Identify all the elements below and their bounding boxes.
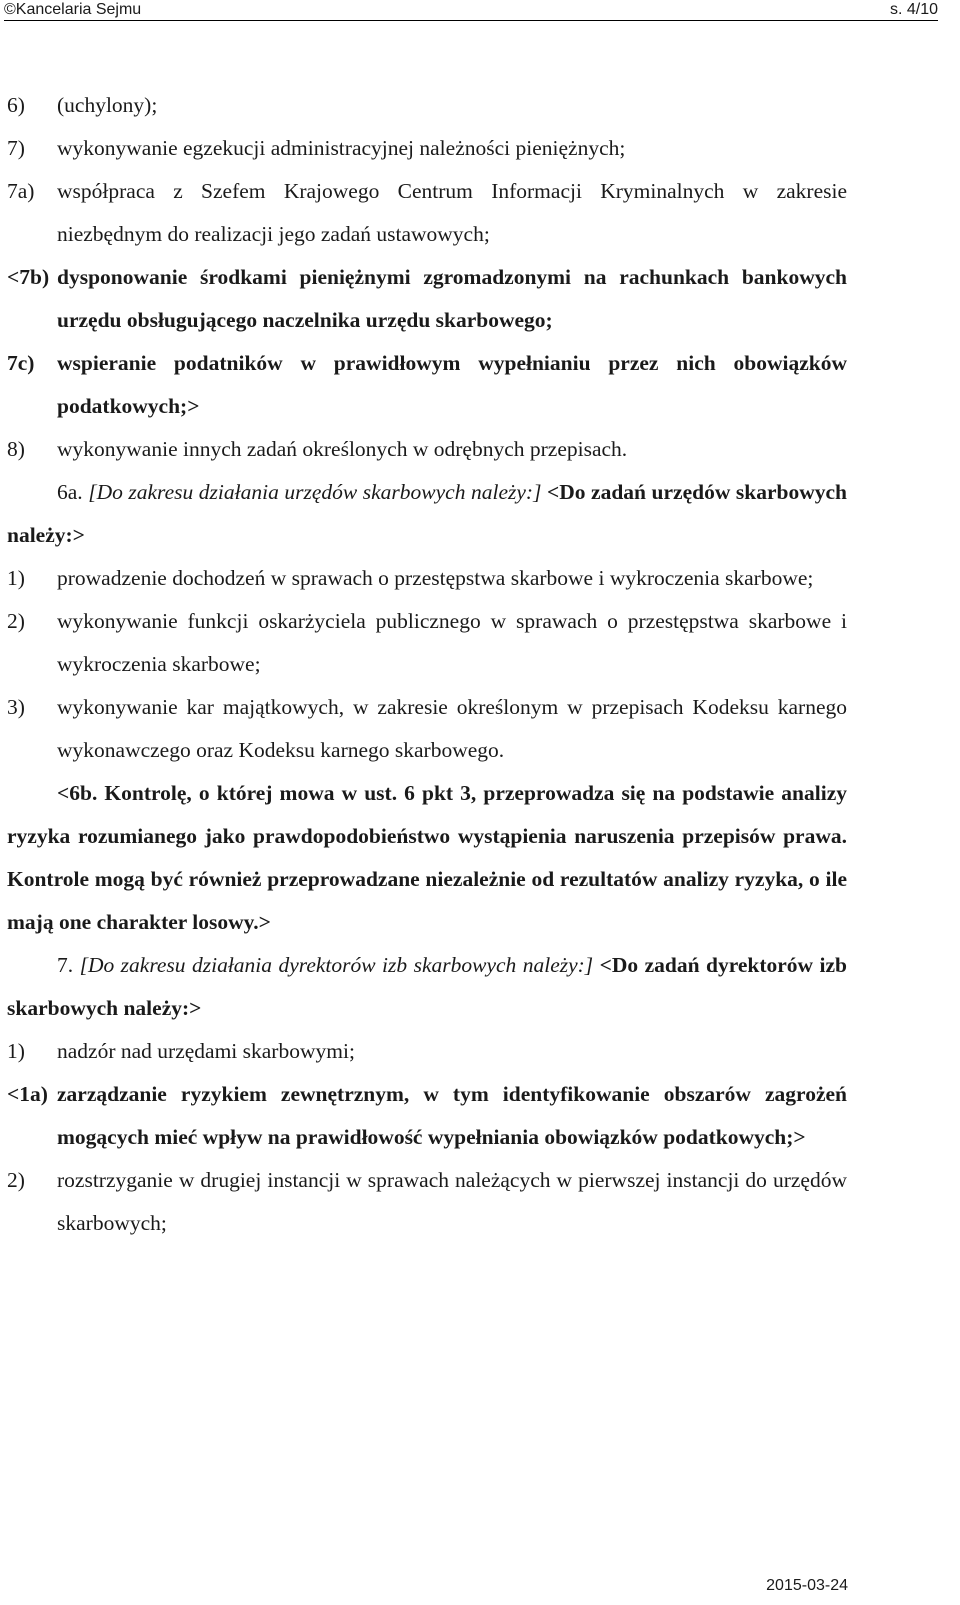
item-number: 3) xyxy=(7,695,25,719)
list-item-amended xyxy=(7,1073,847,1159)
list-item xyxy=(7,1030,847,1073)
item-number: <7b) xyxy=(7,265,50,289)
list-item xyxy=(7,127,847,170)
list-item xyxy=(7,428,847,471)
item-number: 6) xyxy=(7,93,25,117)
item-number: 8) xyxy=(7,437,25,461)
item-number: 1) xyxy=(7,566,25,590)
item-text: współpraca z Szefem Krajowego Centrum Informacji Kryminalnych w zakresie niezbędnym do realizacji jego zadań ustawowych; xyxy=(57,179,847,246)
amended-text: <Do zadań urzędów skarbowych należy:> xyxy=(7,480,848,547)
item-number: <1a) xyxy=(7,1082,48,1106)
paragraph-6b: <6b. Kontrolę, o której mowa w ust. 6 pkt 3, przeprowadza się na podstawie analizy ryzyka rozumianego jako prawdopodobieństwo wystąpienia naruszenia przepisów prawa. Kontrole mogą być również przeprowadzane niezależnie od rezultatów analizy ryzyka, o ile mają one charakter losowy.> xyxy=(7,781,847,934)
item-number: 7c) xyxy=(7,351,35,375)
item-number: 7) xyxy=(7,136,25,160)
list-item-amended xyxy=(7,256,847,342)
item-text: rozstrzyganie w drugiej instancji w sprawach należących w pierwszej instancji do urzędów skarbowych; xyxy=(57,1168,847,1235)
item-number: 1) xyxy=(7,1039,25,1063)
page-number: s. 4/10 xyxy=(889,1,938,18)
item-text: wykonywanie innych zadań określonych w odrębnych przepisach. xyxy=(57,437,628,461)
document-body xyxy=(7,84,847,1245)
page-header xyxy=(0,0,960,20)
item-text: prowadzenie dochodzeń w sprawach o przestępstwa skarbowe i wykroczenia skarbowe; xyxy=(57,566,814,590)
list-item xyxy=(7,84,847,127)
header-divider xyxy=(4,20,938,21)
list-item xyxy=(7,1159,847,1245)
paragraph-number: 7. xyxy=(57,953,80,977)
item-number: 7a) xyxy=(7,179,35,203)
list-item xyxy=(7,686,847,772)
list-item xyxy=(7,170,847,256)
item-text: wspieranie podatników w prawidłowym wypełnianiu przez nich obowiązków podatkowych;> xyxy=(57,351,847,418)
item-text: wykonywanie egzekucji administracyjnej należności pieniężnych; xyxy=(57,136,626,160)
paragraph-number: 6a. xyxy=(57,480,89,504)
item-text: zarządzanie ryzykiem zewnętrznym, w tym identyfikowanie obszarów zagrożeń mogących mieć wpływ na prawidłowość wypełniania obowiązków podatkowych;> xyxy=(57,1082,847,1149)
item-number: 2) xyxy=(7,1168,25,1192)
paragraph-7 xyxy=(7,944,847,1030)
item-number: 2) xyxy=(7,609,25,633)
copyright-label: ©Kancelaria Sejmu xyxy=(4,1,142,18)
amended-text: <Do zadań dyrektorów izb skarbowych należy:> xyxy=(7,953,847,1020)
repealed-text: [Do zakresu działania urzędów skarbowych należy:] xyxy=(88,480,542,504)
item-text: dysponowanie środkami pieniężnymi zgromadzonymi na rachunkach bankowych urzędu obsługującego naczelnika urzędu skarbowego; xyxy=(57,265,847,332)
list-item-amended xyxy=(7,342,847,428)
item-text: nadzór nad urzędami skarbowymi; xyxy=(57,1039,355,1063)
paragraph-6a xyxy=(7,471,847,557)
item-text: wykonywanie funkcji oskarżyciela publicznego w sprawach o przestępstwa skarbowe i wykroczenia skarbowe; xyxy=(57,609,847,676)
footer-date: 2015-03-24 xyxy=(766,1577,848,1594)
list-item xyxy=(7,600,847,686)
repealed-text: [Do zakresu działania dyrektorów izb skarbowych należy:] xyxy=(79,953,594,977)
item-text: (uchylony); xyxy=(57,93,158,117)
list-item xyxy=(7,557,847,600)
item-text: wykonywanie kar majątkowych, w zakresie określonym w przepisach Kodeksu karnego wykonawczego oraz Kodeksu karnego skarbowego. xyxy=(57,695,847,762)
